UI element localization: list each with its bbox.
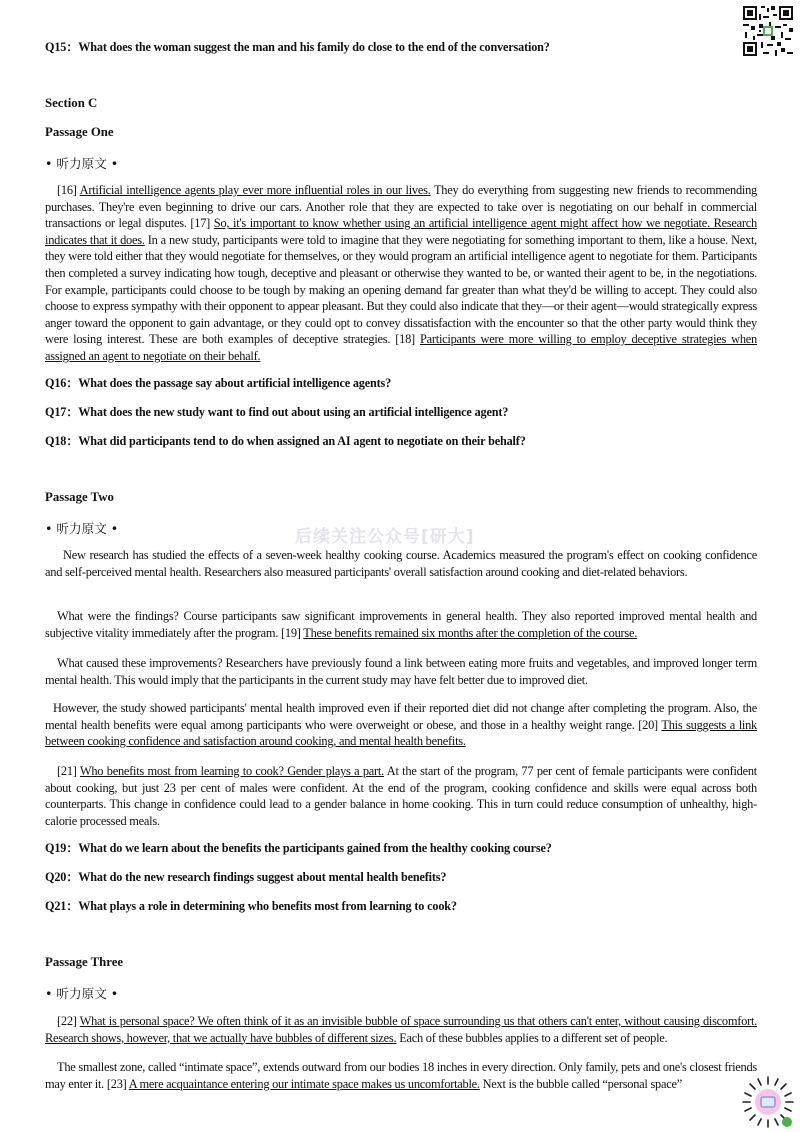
paragraph-text: [22] <box>57 1014 80 1028</box>
paragraph-text: At the start of the program, 77 per cent of female participants were confident about cooking, but just 23 per cent of males were confident. At the end of the program, cooking confidence and skills were equal across both counterparts. This change in confidence could lead to a gender balance in home cooking. This in turn could reduce consumption of unhealthy, high-calorie processed meals. <box>45 764 757 828</box>
passage-three-paragraph-2 <box>45 1059 757 1092</box>
section-heading: Section C <box>45 96 98 110</box>
underlined-answer-text: So, it's important to know whether using an artificial intelligence agent might affect how we negotiate. Research indicates that it does. <box>45 216 757 247</box>
paragraph-text: The smallest zone, called “intimate space”, extends outward from our bodies 18 inches in every direction. Only family, pets and one's closest friends may enter it. [23] <box>45 1060 757 1091</box>
paragraph-text: However, the study showed participants' mental health improved even if their reported diet did not change after completing the program. Also, the mental health benefits were equal among participants who were overweight or obese, and those in a healthy weight range. [20] <box>45 701 757 732</box>
paragraph-text: Next is the bubble called “personal space” <box>479 1076 682 1091</box>
paragraph-text: Each of these bubbles applies to a different set of people. <box>396 1030 668 1045</box>
paragraph-text: [21] <box>57 764 80 778</box>
passage-three-paragraph-1 <box>45 1013 757 1046</box>
question-q21: Q21：What plays a role in determining who benefits most from learning to cook? <box>45 899 457 913</box>
underlined-answer-text: A mere acquaintance entering our intimate space makes us uncomfortable. <box>128 1076 480 1091</box>
underlined-answer-text: What is personal space? We often think of it as an invisible bubble of space surrounding us that others can't enter, without causing discomfort. Research shows, however, that we actually have bubbles of different sizes. <box>45 1014 757 1045</box>
question-q15: Q15：What does the woman suggest the man and his family do close to the end of the conversation? <box>45 40 550 54</box>
passage-two-paragraph-5 <box>45 763 757 829</box>
passage-three-title: Passage Three <box>45 955 124 969</box>
paragraph-text: In a new study, participants were told to imagine that they were negotiating for something important to them, like a house. Next, they were told either that they would negotiate for themselves, or they would program an artificial intelligence agent to negotiate for them. Participants then completed a survey indicating how tough, deceptive and pleasant or otherwise they wanted to be, or wanted their agent to be, in the negotiations. For example, participants could choose to be tough by making an opening demand far greater than what they'd be willing to accept. They could also choose to express sympathy with their opponent to appear pleasant. But they could also indicate that they—or their agent—would strategically express anger toward the opponent to gain advantage, or they could opt to convey dissatisfaction with the encounter so that the other party would think they were losing interest. These are both examples of deceptive strategies. [18] <box>45 232 758 347</box>
question-q16: Q16：What does the passage say about artificial intelligence agents? <box>45 376 392 390</box>
passage-one-paragraph <box>45 182 757 365</box>
passage-two-paragraph-2 <box>45 608 757 641</box>
underlined-answer-text: Participants were more willing to employ deceptive strategies when assigned an agent to negotiate on their behalf. <box>45 332 758 363</box>
underlined-answer-text: These benefits remained six months after the completion of the course. <box>303 625 638 640</box>
qr-code-icon <box>741 4 795 58</box>
question-q19: Q19：What do we learn about the benefits the participants gained from the healthy cooking course? <box>45 841 552 855</box>
underlined-answer-text: This suggests a link between cooking confidence and satisfaction around cooking, and mental health benefits. <box>45 717 757 749</box>
passage-one-title: Passage One <box>45 125 114 139</box>
paragraph-text: [16] <box>57 183 80 197</box>
paragraph-text: What caused these improvements? Researchers have previously found a link between eating more fruits and vegetables, and improved longer term mental health. This would imply that the participants in the current study may have felt better due to improved diet. <box>45 656 757 687</box>
question-q20: Q20：What do the new research findings suggest about mental health benefits? <box>45 870 447 884</box>
paragraph-text: They do everything from suggesting new friends to recommending purchases. They're even beginning to drive our cars. Another role that they are expected to take over is negotiating on our behalf in commercial transactions or legal disputes. [17] <box>45 183 757 231</box>
passage-two-title: Passage Two <box>45 490 114 504</box>
passage-one-label: • 听力原文 • <box>45 156 119 171</box>
paragraph-text: New research has studied the effects of a seven-week healthy cooking course. Academics measured the program's effect on cooking confidence and self-perceived mental health. Researchers also measured participants' overall satisfaction around cooking and diet-related behaviors. <box>45 548 757 579</box>
passage-two-paragraph-1 <box>45 547 757 580</box>
passage-two-paragraph-3 <box>45 655 757 688</box>
question-q17: Q17：What does the new study want to find out about using an artificial intelligence agent? <box>45 405 509 419</box>
mini-program-code-icon <box>740 1074 796 1130</box>
passage-three-label: • 听力原文 • <box>45 986 119 1001</box>
passage-two-paragraph-4 <box>45 700 757 750</box>
underlined-answer-text: Artificial intelligence agents play ever more influential roles in our lives. <box>79 183 431 197</box>
passage-two-label: • 听力原文 • <box>45 521 119 536</box>
watermark-text: 后续关注公众号[研大] <box>295 527 475 547</box>
underlined-answer-text: Who benefits most from learning to cook? Gender plays a part. <box>79 764 384 778</box>
question-q18: Q18：What did participants tend to do when assigned an AI agent to negotiate on their behalf? <box>45 434 526 448</box>
paragraph-text: What were the findings? Course participants saw significant improvements in general health. They also reported improved mental health and subjective vitality immediately after the program. [19] <box>45 609 757 640</box>
